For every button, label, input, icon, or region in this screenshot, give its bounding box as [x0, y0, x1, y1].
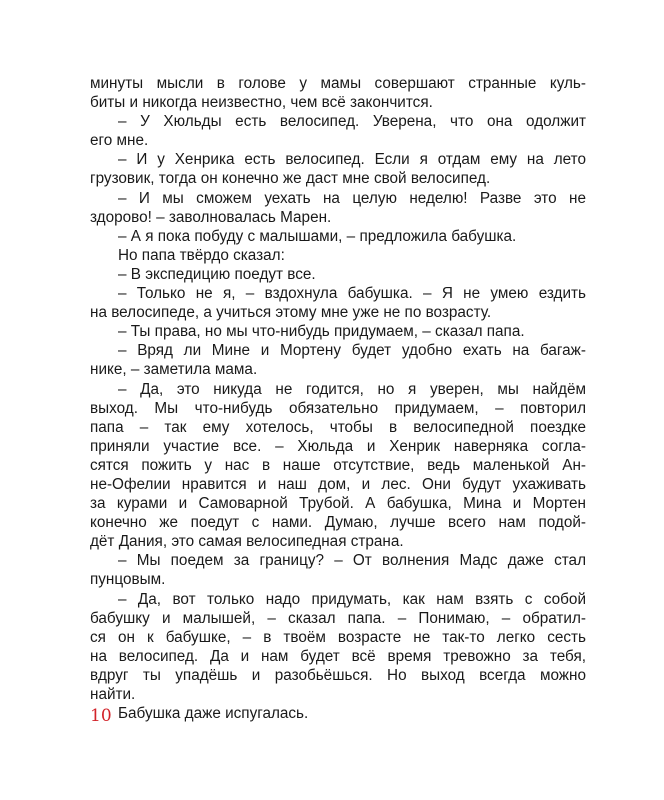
body-text — [90, 74, 586, 723]
text-line: здорово! – заволновалась Марен. — [90, 208, 332, 226]
text-line: – И мы сможем уехать на целую неделю! Разве это не — [118, 189, 586, 207]
text-line: биты и никогда неизвестно, чем всё закончится. — [90, 94, 433, 112]
text-line: бабушку и малышей, – сказал папа. – Понимаю, – обратил- — [90, 609, 586, 627]
text-line: – И у Хенрика есть велосипед. Если я отдам ему на лето — [118, 151, 586, 169]
text-line: – Да, вот только надо придумать, как нам взять с собой — [118, 590, 586, 608]
text-line: – А я пока побуду с малышами, – предложила бабушка. — [118, 227, 517, 245]
text-line: дёт Дания, это самая велосипедная страна. — [90, 533, 404, 551]
text-line: – Только не я, – вздохнула бабушка. – Я не умею ездить — [118, 285, 586, 303]
text-line: конечно же поедут с нами. Думаю, лучше всего нам подой- — [90, 514, 586, 532]
page-number: 10 — [90, 706, 112, 726]
text-line: на велосипеде, а учиться этому мне уже не по возрасту. — [90, 304, 492, 322]
text-line: – Мы поедем за границу? – От волнения Мадс даже стал — [118, 552, 586, 570]
text-line: ся он к бабушке, – в твоём возрасте не так-то легко сесть — [90, 628, 586, 646]
text-line: его мне. — [90, 132, 149, 150]
text-line: не-Офелии нравится и наш дом, и лес. Они будут ухаживать — [90, 475, 586, 493]
text-line: на велосипед. Да и нам будет всё время тревожно за тебя, — [90, 647, 586, 665]
text-line: приняли участие все. – Хюльда и Хенрик наверняка согла- — [90, 437, 586, 455]
text-line: – Да, это никуда не годится, но я уверен, мы найдём — [118, 380, 586, 398]
text-line: – У Хюльды есть велосипед. Уверена, что она одолжит — [118, 113, 586, 131]
text-line: Но папа твёрдо сказал: — [118, 246, 285, 264]
text-line: – Ты права, но мы что-нибудь придумаем, – сказал папа. — [118, 323, 525, 341]
text-line: Бабушка даже испугалась. — [118, 705, 309, 723]
text-line: минуты мысли в голове у мамы совершают странные куль- — [90, 75, 586, 92]
text-line: – Вряд ли Мине и Мортену будет удобно ехать на багаж- — [118, 342, 586, 360]
text-line: папа – так ему хотелось, чтобы в велосипедной поездке — [90, 418, 586, 436]
text-line: пунцовым. — [90, 571, 166, 589]
text-line: вдруг ты упадёшь и разобьёшься. Но выход всегда можно — [90, 666, 586, 684]
text-line: за курами и Самоварной Трубой. А бабушка, Мина и Мортен — [90, 495, 586, 513]
text-line: грузовик, тогда он конечно же даст мне свой велосипед. — [90, 170, 491, 188]
text-line: сятся пожить у нас в наше отсутствие, ведь маленькой Ан- — [90, 456, 586, 474]
text-line: нике, – заметила мама. — [90, 361, 258, 379]
text-line: найти. — [90, 686, 136, 703]
text-line: – В экспедицию поедут все. — [118, 265, 316, 283]
text-line: выход. Мы что-нибудь обязательно придумаем, – повторил — [90, 399, 586, 417]
